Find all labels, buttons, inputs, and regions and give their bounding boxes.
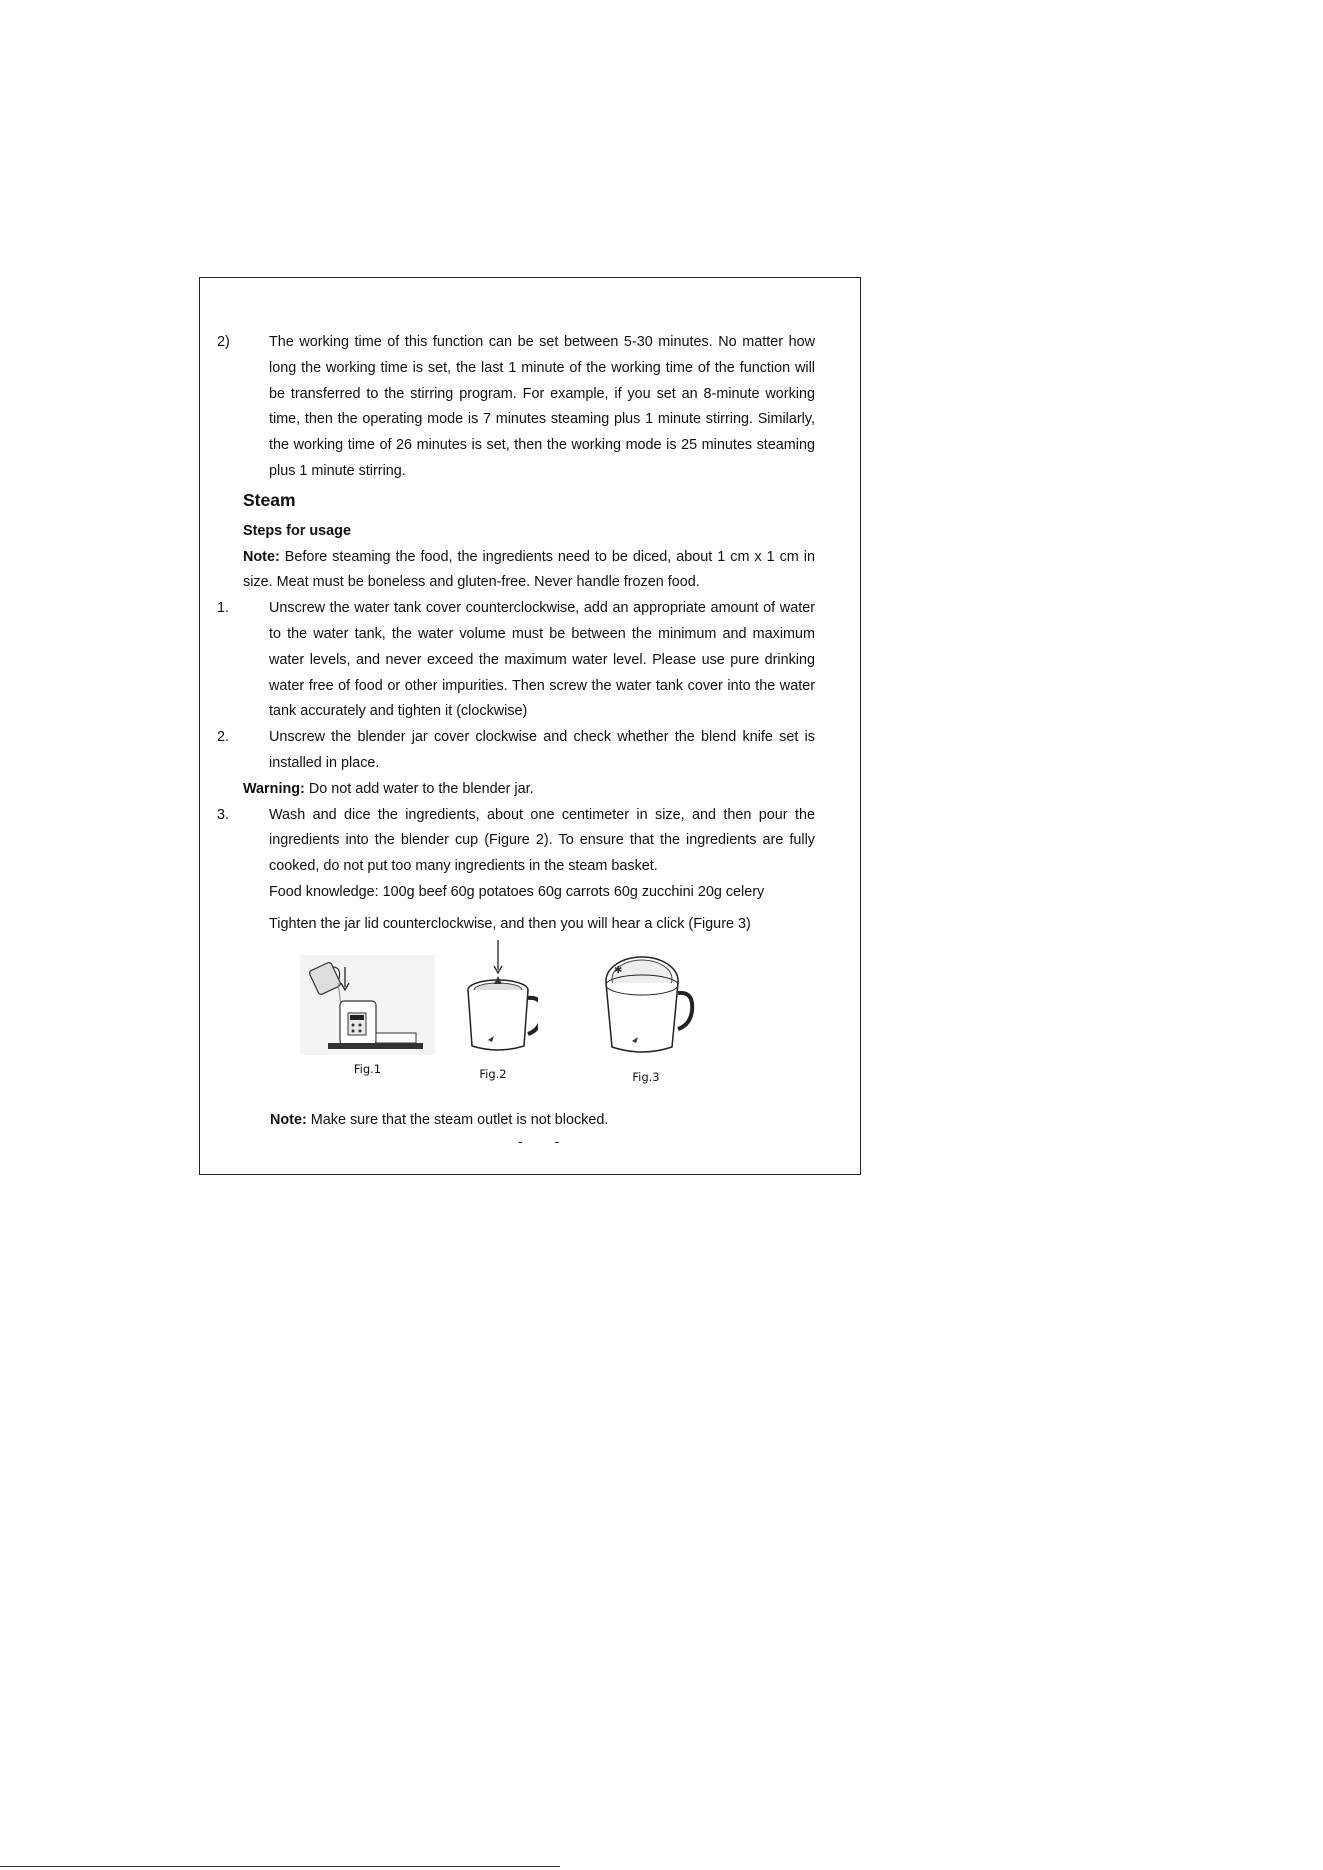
step-3-text: Wash and dice the ingredients, about one centimeter in size, and then pour the ingredients into the blender cup (Figure 2). To ensure that the ingredients are fully cooked, do not put too many ingredients in the steam basket. <box>269 806 815 875</box>
note-2 <box>270 1112 608 1128</box>
note-1-text: Before steaming the food, the ingredients need to be diced, about 1 cm x 1 cm in size. Meat must be boneless and gluten-free. Never handle frozen food. <box>243 548 815 591</box>
item-2-text: The working time of this function can be set between 5-30 minutes. No matter how long the working time is set, the last 1 minute of the working time of the function will be transferred to the stirring program. For example, if you set an 8-minute working time, then the operating mode is 7 minutes steaming plus 1 minute stirring. Similarly, the working time of 26 minutes is set, then the working mode is 25 minutes steaming plus 1 minute stirring. <box>269 334 815 479</box>
steam-heading: Steam <box>243 489 296 510</box>
step-1-number: 1. <box>217 600 230 617</box>
step-1 <box>217 596 815 725</box>
figure-1-caption: Fig.1 <box>353 1062 382 1076</box>
note-1-label: Note: <box>243 548 280 565</box>
warning-text: Do not add water to the blender jar. <box>304 780 534 797</box>
figure-1 <box>300 955 435 1076</box>
step-2 <box>217 725 815 777</box>
note-2-label: Note: <box>270 1112 307 1128</box>
page-marker: - - <box>518 1133 574 1149</box>
step-2-text: Unscrew the blender jar cover clockwise and check whether the blend knife set is installed in place. <box>269 729 815 771</box>
blender-jar-open-illustration <box>448 940 538 1060</box>
svg-text:✱: ✱ <box>614 965 623 976</box>
step-1-text: Unscrew the water tank cover counterclockwise, add an appropriate amount of water to the water tank, the water volume must be between the minimum and maximum water levels, and never exceed the maximum water level. Please use pure drinking water free of food or other impurities. Then screw the water tank cover into the water tank accurately and tighten it (clockwise) <box>269 600 815 720</box>
step-3-number: 3. <box>217 806 230 823</box>
food-knowledge: Food knowledge: 100g beef 60g potatoes 60g carrots 60g zucchini 20g celery <box>269 883 765 900</box>
item-2-number: 2) <box>217 334 230 350</box>
steamer-appliance-illustration <box>300 955 435 1055</box>
figure-3 <box>596 953 696 1084</box>
figure-2-caption: Fig.2 <box>479 1067 507 1081</box>
figure-2 <box>448 940 538 1081</box>
tighten-instruction: Tighten the jar lid counterclockwise, and then you will hear a click (Figure 3) <box>269 915 751 932</box>
document-content <box>217 330 815 938</box>
note-1 <box>243 545 815 597</box>
figure-3-caption: Fig.3 <box>632 1070 660 1084</box>
step-3 <box>217 803 815 880</box>
item-2 <box>217 330 815 485</box>
bottom-rule <box>0 1866 560 1867</box>
steps-heading: Steps for usage <box>243 522 351 539</box>
warning <box>243 777 815 803</box>
warning-label: Warning: <box>243 780 305 797</box>
step-2-number: 2. <box>217 729 230 746</box>
blender-jar-closed-illustration <box>596 953 696 1063</box>
note-2-text: Make sure that the steam outlet is not blocked. <box>310 1112 609 1128</box>
